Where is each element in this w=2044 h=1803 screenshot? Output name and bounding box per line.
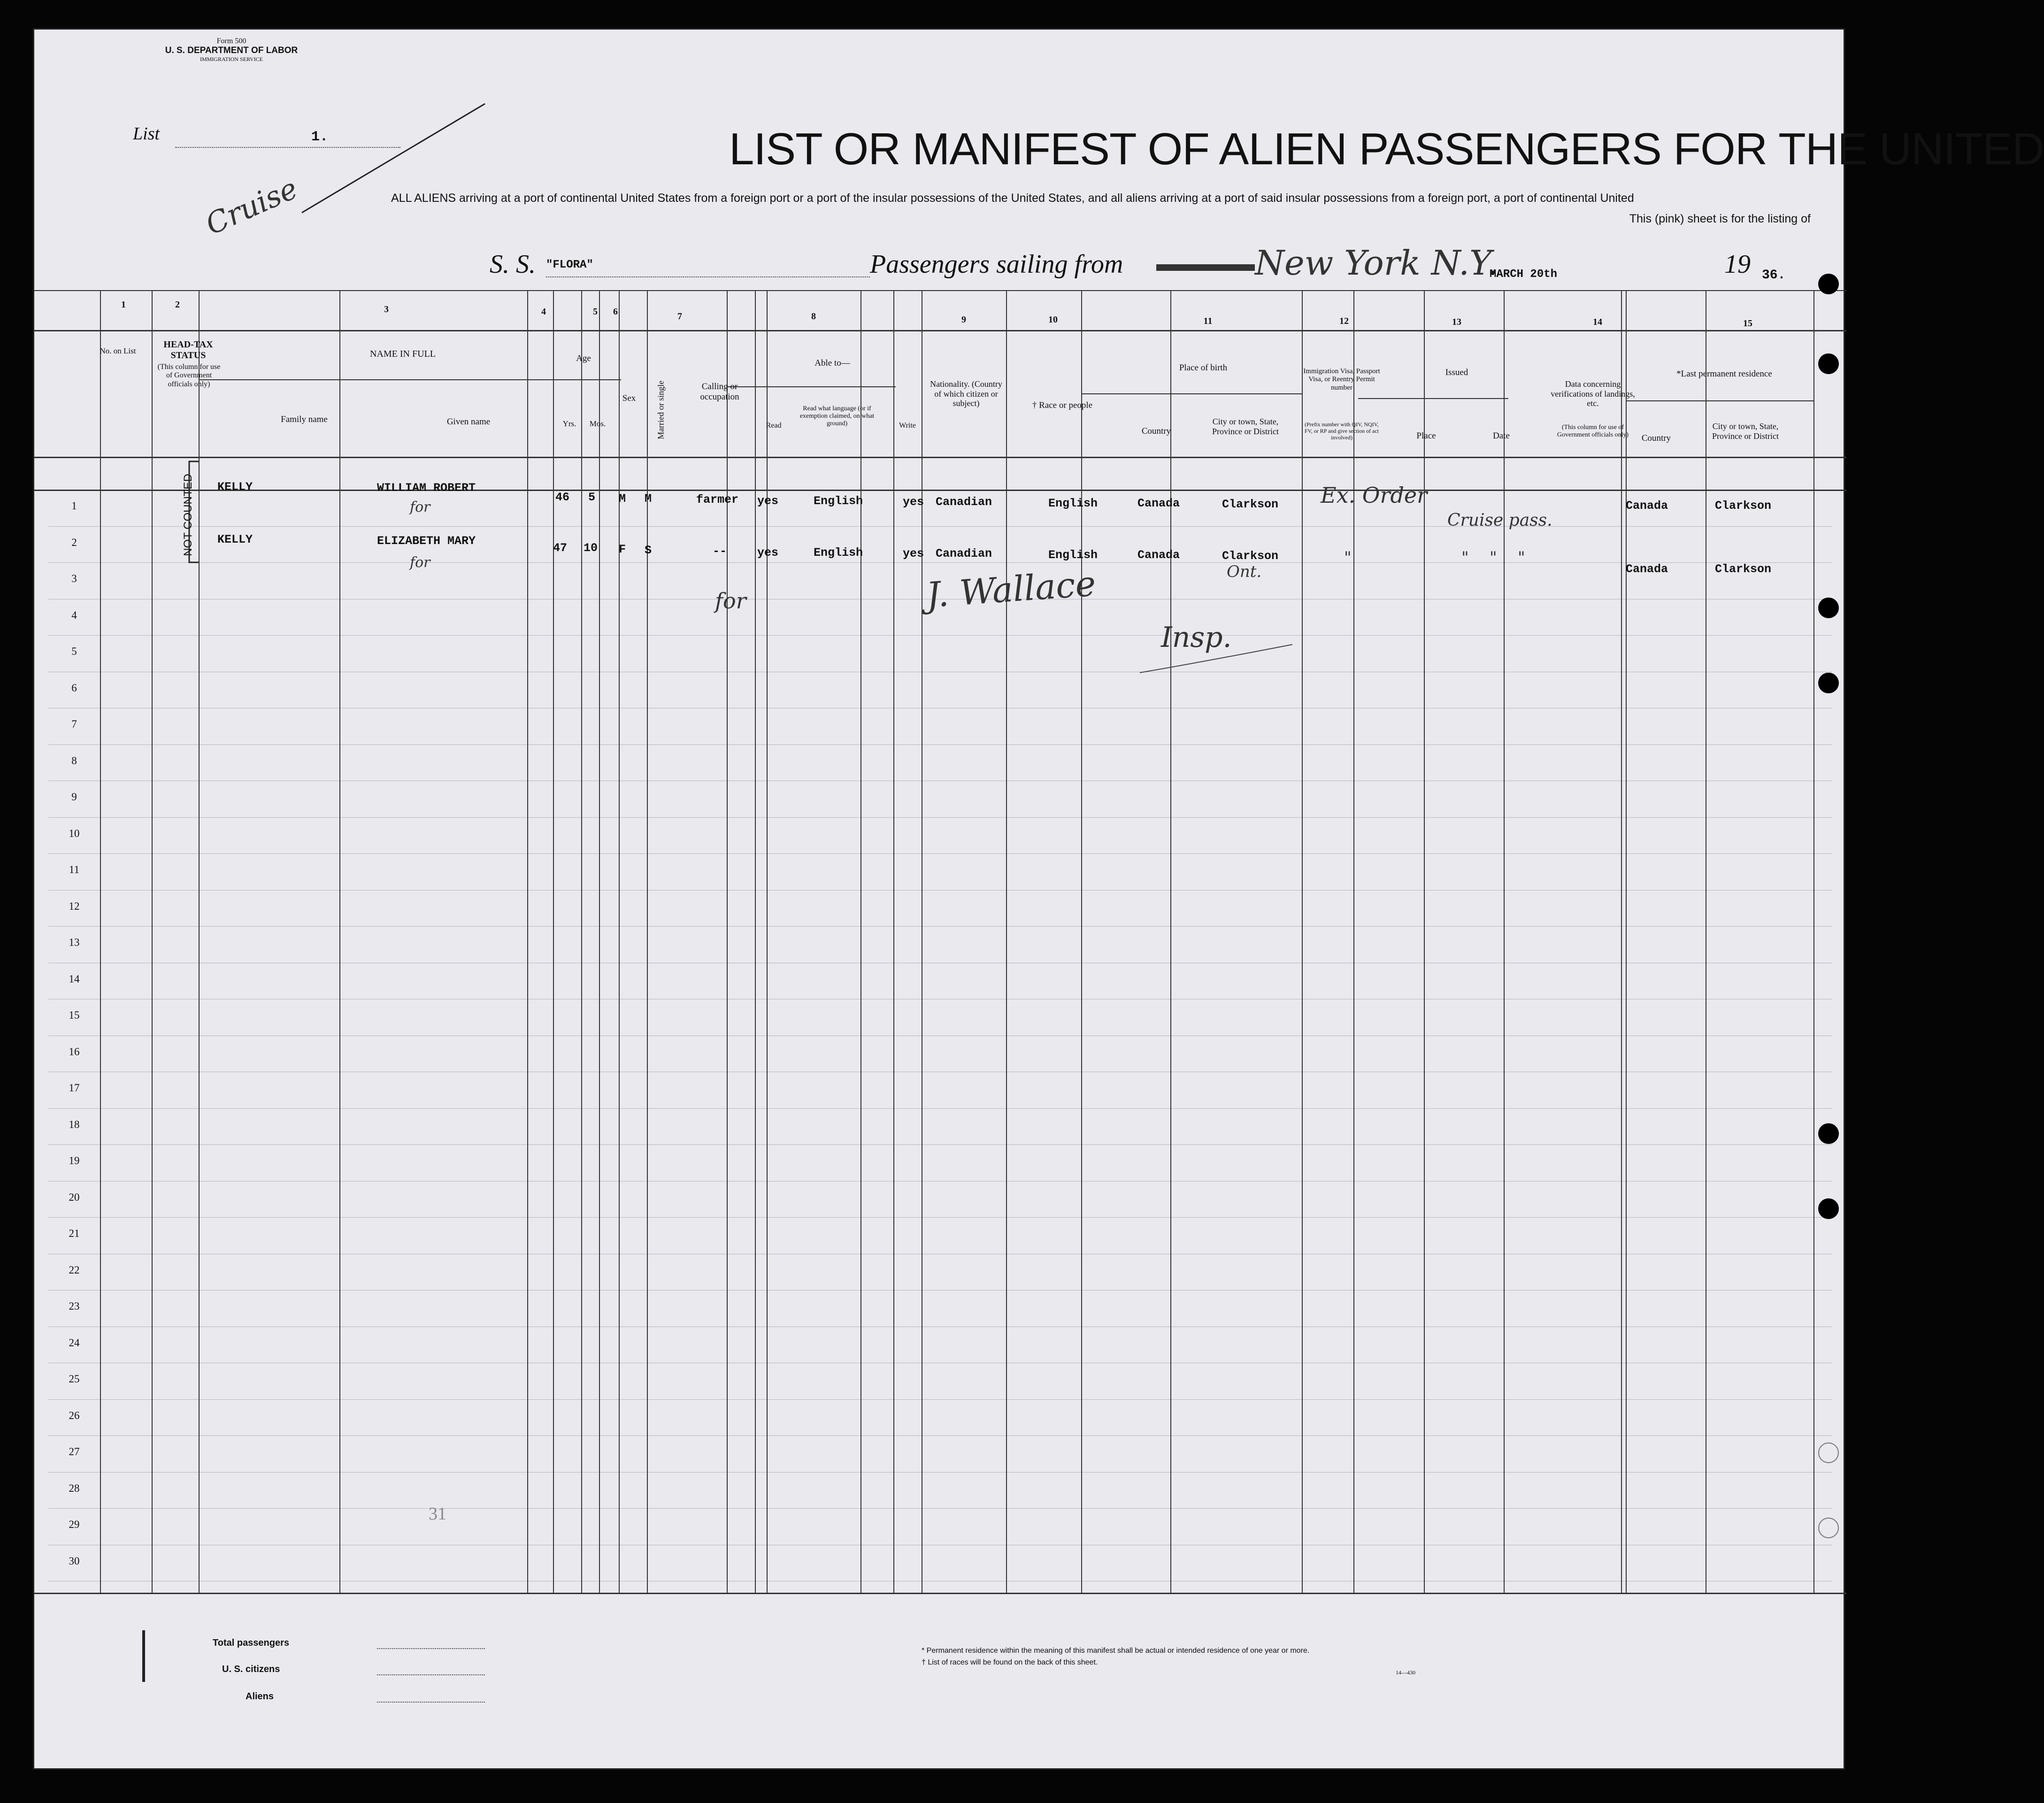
binder-hole	[1818, 353, 1839, 374]
col-num-4: 4	[541, 307, 546, 317]
hdr-visa: Immigration Visa, Passport Visa, or Reentry Permit number	[1303, 368, 1380, 391]
residence-country: Canada	[1626, 562, 1668, 576]
col-num-3: 3	[384, 304, 389, 315]
row-number: 22	[69, 1264, 80, 1276]
signature-underline	[1137, 635, 1297, 677]
hdr-place-of-birth: Place of birth	[1179, 363, 1228, 373]
row-number: 4	[71, 609, 77, 621]
column-rule	[1621, 290, 1622, 1593]
col-num-9: 9	[961, 315, 966, 325]
column-rule	[1504, 290, 1505, 1593]
hdr-able-to: Able to—	[815, 358, 850, 368]
marital-status: S	[645, 544, 652, 557]
column-rule	[893, 290, 894, 1593]
row-number: 28	[69, 1482, 80, 1494]
hdr-last-residence: *Last permanent residence	[1676, 369, 1772, 379]
footer-pen-mark	[142, 1630, 145, 1682]
row-number: 15	[69, 1009, 80, 1021]
row-number: 11	[69, 864, 80, 875]
write: yes	[903, 547, 924, 560]
hdr-issued-place: Place	[1416, 431, 1436, 441]
row-number: 20	[69, 1191, 80, 1203]
row-rule	[48, 926, 1832, 927]
row-rule	[48, 1181, 1832, 1182]
col-num-2: 2	[175, 299, 180, 310]
row-number: 6	[71, 682, 77, 694]
race: English	[1048, 548, 1098, 562]
row-rule	[48, 817, 1832, 818]
column-rule	[755, 290, 756, 1593]
col-num-10: 10	[1048, 315, 1058, 325]
hdr-birth-country: Country	[1141, 426, 1171, 436]
hdr-calling: Calling or occupation	[700, 382, 739, 402]
column-rule	[767, 290, 768, 1593]
visa-ditto: "	[1344, 548, 1352, 567]
list-value: 1.	[311, 129, 329, 145]
column-rule	[100, 290, 101, 1593]
binder-hole	[1818, 1518, 1839, 1538]
language: English	[814, 494, 863, 508]
column-rule	[1626, 290, 1627, 1593]
column-rule	[1081, 290, 1082, 1593]
residence-country: Canada	[1626, 499, 1668, 513]
family-name: KELLY	[217, 533, 253, 546]
row-number: 1	[71, 500, 77, 512]
family-name: KELLY	[217, 480, 253, 494]
binder-hole	[1818, 1442, 1839, 1463]
row-number: 13	[69, 936, 80, 948]
page-number: 31	[429, 1504, 446, 1524]
age-years: 46	[555, 491, 570, 504]
column-rule	[599, 290, 600, 1593]
col-num-14: 14	[1593, 317, 1602, 327]
hdr-read-language: Read what language (or if exemption claimed, on what ground)	[799, 405, 875, 428]
row-number: 9	[71, 791, 77, 803]
row-number: 2	[71, 536, 77, 548]
column-rule	[1302, 290, 1303, 1593]
inspector-title: Insp.	[1161, 621, 1232, 654]
hdr-data-concerning: Data concerning verifications of landings, etc.	[1551, 379, 1635, 408]
row-rule	[48, 1472, 1832, 1473]
sex: F	[619, 543, 626, 556]
binder-hole	[1818, 274, 1839, 294]
issued-ditto-2: "	[1490, 548, 1497, 567]
total-passengers-label: Total passengers	[213, 1638, 290, 1648]
write: yes	[903, 495, 924, 509]
age-years: 47	[553, 541, 568, 555]
column-rule	[1813, 290, 1814, 1593]
birth-city: Clarkson	[1222, 549, 1279, 563]
hdr-married: Married or single	[656, 380, 666, 439]
marital-status: M	[645, 492, 652, 506]
column-rule	[727, 290, 728, 1593]
row-rule	[48, 1508, 1832, 1509]
hdr-age: Age	[576, 353, 591, 363]
binder-hole	[1818, 1198, 1839, 1219]
hdr-read: Read	[766, 422, 782, 430]
column-rule	[527, 290, 528, 1593]
given-name: ELIZABETH MARY	[377, 534, 476, 548]
binder-hole	[1818, 1123, 1839, 1144]
column-rule	[619, 290, 620, 1593]
ss-label: S. S.	[490, 250, 536, 279]
row-rule	[48, 1217, 1832, 1218]
signature-initials-1: for	[410, 499, 430, 515]
issued-ditto-1: "	[1461, 548, 1469, 567]
hdr-nationality: Nationality. (Country of which citizen or subject)	[930, 379, 1002, 408]
hdr-sex: Sex	[622, 393, 636, 403]
col-num-11: 11	[1203, 316, 1213, 326]
year-suffix: 36.	[1762, 268, 1786, 283]
read: yes	[757, 494, 779, 508]
hdr-birth-city: City or town, State, Province or District	[1212, 417, 1279, 436]
aliens-label: Aliens	[246, 1691, 274, 1702]
row-number: 10	[69, 827, 80, 839]
column-rule	[1170, 290, 1171, 1593]
row-number: 17	[69, 1082, 80, 1094]
hdr-res-city: City or town, State, Province or District	[1712, 422, 1779, 441]
hdr-race: † Race or people	[1032, 400, 1093, 410]
row-number: 26	[69, 1409, 80, 1421]
row-number: 19	[69, 1155, 80, 1166]
hdr-no-on-list: No. on List	[100, 346, 136, 355]
birth-country: Canada	[1137, 497, 1180, 510]
manifest-title: LIST OR MANIFEST OF ALIEN PASSENGERS FOR THE UNITED	[729, 124, 2044, 174]
column-rule	[581, 290, 582, 1593]
col-num-6: 6	[613, 307, 618, 317]
column-rule	[152, 290, 153, 1593]
residence-city: Clarkson	[1715, 499, 1772, 513]
inspector-signature: J. Wallace	[925, 563, 1097, 616]
hdr-name-in-full: NAME IN FULL	[370, 349, 436, 359]
sex: M	[619, 492, 626, 506]
residence-city: Clarkson	[1715, 562, 1772, 576]
given-name: WILLIAM ROBERT	[377, 481, 476, 495]
form-code: 14—430	[1396, 1669, 1415, 1676]
form-number: Form 500	[216, 37, 246, 45]
row-number: 25	[69, 1373, 80, 1385]
sail-date: MARCH 20th	[1490, 268, 1558, 281]
row-rule	[48, 526, 1832, 527]
row-rule	[48, 1435, 1832, 1436]
nationality: Canadian	[936, 495, 992, 509]
signature-initials-2: for	[410, 554, 430, 571]
hdr-write: Write	[899, 422, 916, 430]
row-rule	[48, 562, 1832, 563]
row-number: 30	[69, 1555, 80, 1567]
binder-hole	[1818, 598, 1839, 618]
footnote-residence: * Permanent residence within the meaning of this manifest shall be actual or intended residence of one year or more.	[922, 1647, 1310, 1655]
hdr-issued: Issued	[1445, 368, 1468, 377]
hdr-head-tax: HEAD-TAX STATUS	[163, 339, 213, 361]
column-rule	[1006, 290, 1007, 1593]
row-number: 8	[71, 754, 77, 767]
row-number: 29	[69, 1519, 80, 1530]
manifest-subtitle: ALL ALIENS arriving at a port of continental United States from a foreign port or a port of the insular possessions of the United States, and all aliens arriving at a port of said insular possessions from a foreign port, a port of continental United	[391, 192, 1634, 205]
hdr-data-note: (This column for use of Government officials only)	[1557, 424, 1629, 439]
nationality: Canadian	[936, 547, 992, 560]
col-num-7: 7	[677, 311, 682, 322]
pink-sheet-note: This (pink) sheet is for the listing of	[1629, 212, 1811, 225]
row-rule	[48, 635, 1832, 636]
hdr-family-name: Family name	[281, 414, 328, 424]
issued-ditto-3: "	[1518, 548, 1525, 567]
row-number: 27	[69, 1446, 80, 1458]
hdr-given-name: Given name	[446, 417, 491, 427]
col-num-1: 1	[121, 299, 126, 310]
row-rule	[48, 853, 1832, 854]
hdr-res-country: Country	[1641, 433, 1671, 443]
col-num-5: 5	[593, 307, 598, 317]
hdr-visa-note: (Prefix number with QIV, NQIV, FV, or RP and give section of act involved)	[1305, 421, 1379, 441]
row-number: 3	[71, 573, 77, 584]
inspector-initials: for	[715, 588, 746, 614]
row-rule	[48, 1399, 1832, 1400]
birth-city: Clarkson	[1222, 498, 1279, 511]
row-rule	[48, 1144, 1832, 1145]
birth-province-handwritten: Ont.	[1227, 562, 1262, 581]
col-num-13: 13	[1452, 317, 1461, 327]
col-num-15: 15	[1743, 318, 1752, 329]
binder-hole	[1818, 673, 1839, 693]
row-number: 12	[69, 900, 80, 912]
row-number: 14	[69, 973, 80, 985]
row-bracket	[181, 459, 203, 567]
issued-handwritten: Cruise pass.	[1447, 511, 1552, 530]
cruise-note: Cruise	[200, 171, 303, 242]
row-number: 24	[69, 1336, 80, 1349]
department-name: U. S. DEPARTMENT OF LABOR	[165, 46, 298, 55]
age-months: 5	[588, 491, 596, 504]
ship-name: "FLORA"	[546, 259, 593, 271]
hdr-mos: Mos.	[589, 419, 606, 428]
row-number: 5	[71, 645, 77, 657]
row-number: 7	[71, 718, 77, 730]
us-citizens-label: U. S. citizens	[222, 1664, 280, 1674]
row-number: 18	[69, 1118, 80, 1130]
manifest-sheet	[33, 28, 2044, 1770]
row-rule	[48, 1108, 1832, 1109]
not-counted-stamp: NOT COUNTED	[181, 474, 194, 556]
row-number: 21	[69, 1228, 80, 1239]
race: English	[1048, 497, 1098, 510]
occupation: --	[713, 545, 727, 558]
age-months: 10	[584, 541, 598, 555]
sailing-port-handwritten: New York N.Y.	[1255, 243, 1498, 283]
column-rule	[553, 290, 554, 1593]
row-number: 16	[69, 1045, 80, 1058]
footnote-races: † List of races will be found on the back of this sheet.	[922, 1658, 1098, 1666]
sailing-from-label: Passengers sailing from	[870, 250, 1123, 279]
hdr-head-tax-note: (This column for use of Government officials only)	[157, 363, 221, 388]
service-name: IMMIGRATION SERVICE	[200, 56, 263, 62]
visa-handwritten: Ex. Order	[1321, 483, 1428, 508]
column-rule	[647, 290, 648, 1593]
hdr-issued-date: Date	[1493, 431, 1510, 441]
row-number: 23	[69, 1300, 80, 1312]
occupation: farmer	[696, 493, 739, 506]
hdr-yrs: Yrs.	[562, 419, 576, 428]
year-prefix: 19	[1724, 250, 1751, 279]
col-num-8: 8	[811, 311, 816, 322]
list-label: List	[133, 124, 160, 144]
struck-out-port	[1156, 264, 1255, 271]
row-rule	[48, 744, 1832, 745]
column-rule	[339, 290, 340, 1593]
birth-country: Canada	[1137, 548, 1180, 562]
col-num-12: 12	[1339, 316, 1349, 326]
read: yes	[757, 546, 779, 560]
language: English	[814, 546, 863, 560]
